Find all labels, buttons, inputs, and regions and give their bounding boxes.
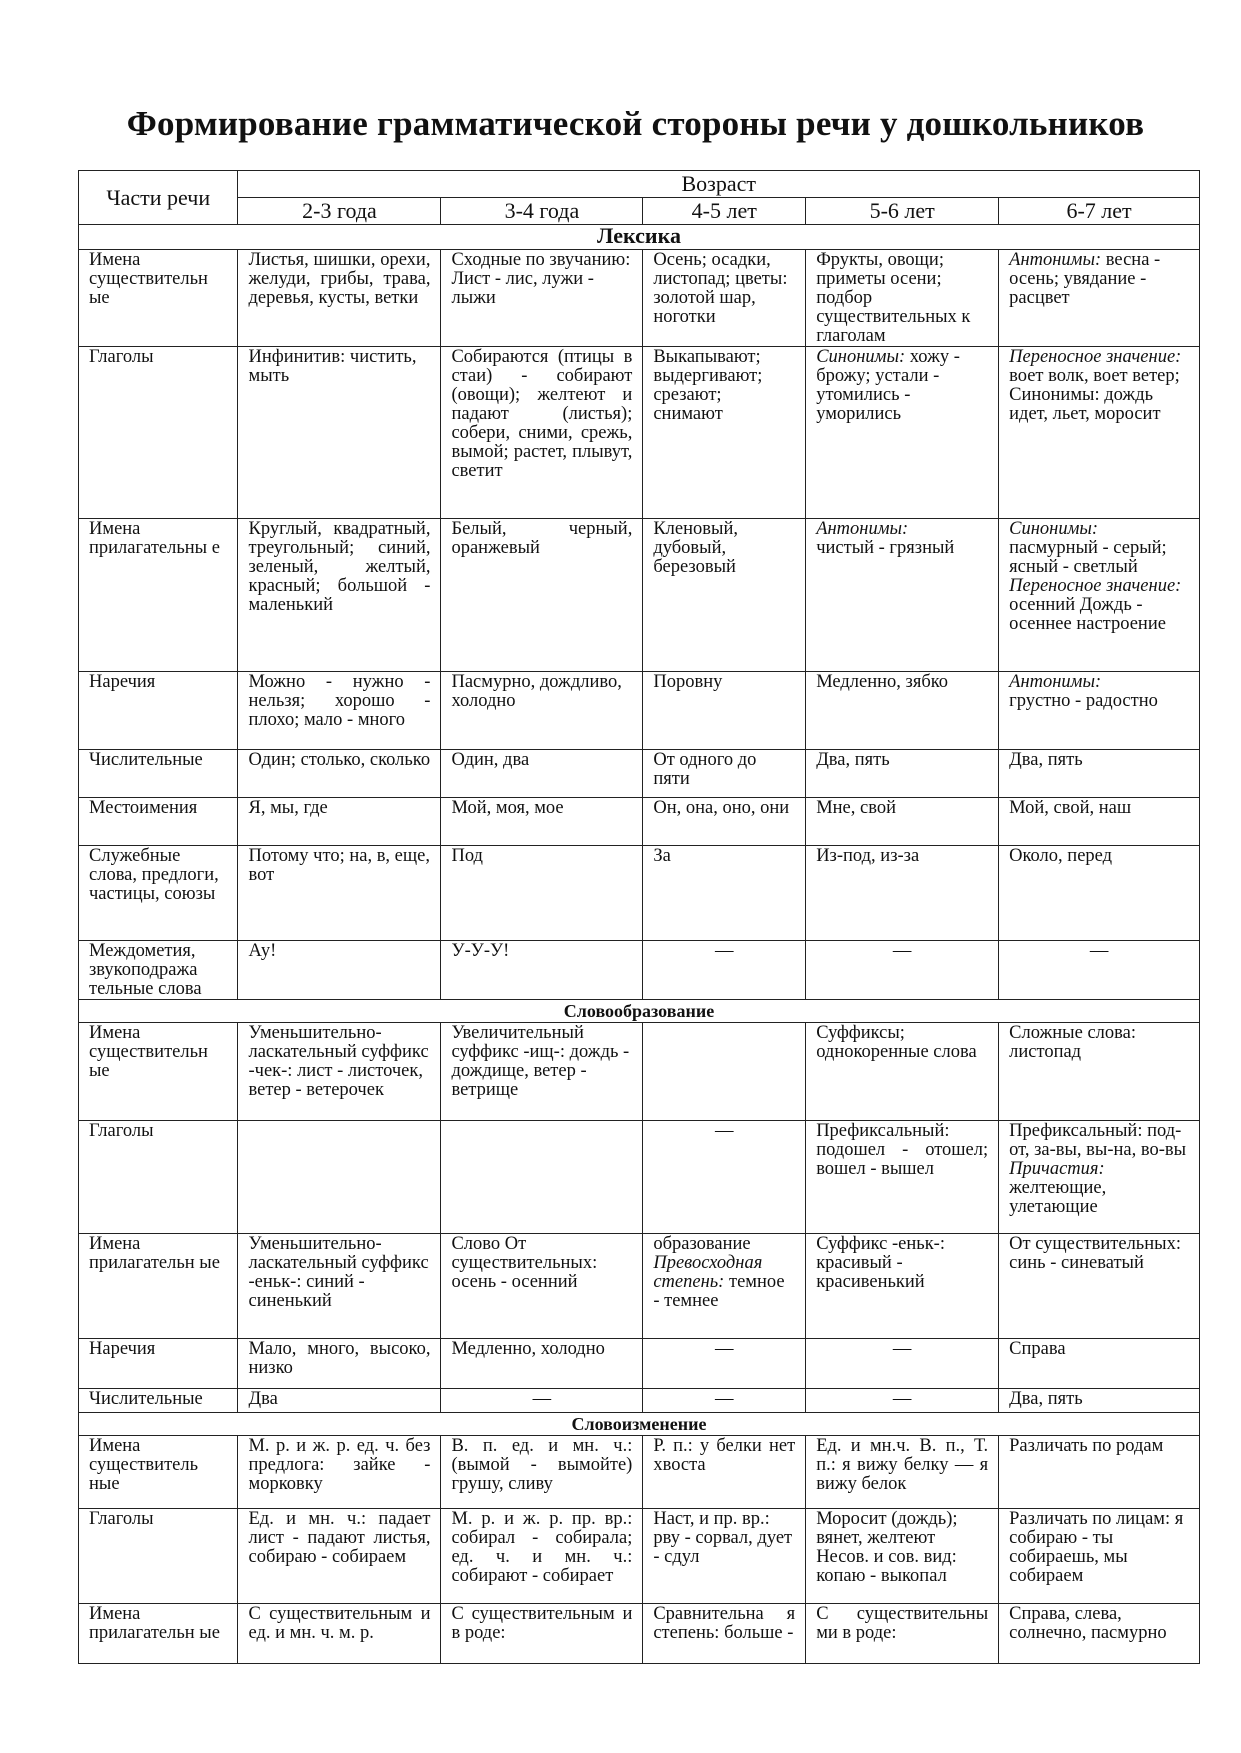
cell: Слово От существительных: осень - осенний — [441, 1234, 643, 1339]
table-row — [79, 519, 1200, 672]
cell: Можно - нужно - нельзя; хорошо - плохо; мало - много — [238, 672, 441, 750]
term-label: Синонимы: — [816, 347, 906, 367]
cell: Два, пять — [806, 750, 999, 798]
row-label: Глаголы — [79, 1509, 238, 1604]
cell: Сложные слова: листопад — [999, 1023, 1200, 1121]
section-slovoizmenenie: Словоизменение — [79, 1413, 1200, 1436]
cell — [999, 1121, 1200, 1234]
cell-text: пасмурный - серый; ясный - светлый — [1009, 538, 1167, 577]
section-slovoobrazovanie: Словообразование — [79, 1000, 1200, 1023]
cell: Мне, свой — [806, 798, 999, 846]
cell: Суффикс -еньк-: красивый - красивенький — [806, 1234, 999, 1339]
cell: Пасмурно, дождливо, холодно — [441, 672, 643, 750]
cell: Один; столько, сколько — [238, 750, 441, 798]
row-label: Междометия, звукоподража тельные слова — [79, 941, 238, 1000]
cell-text: образование — [653, 1234, 751, 1254]
cell: Белый, черный, оранжевый — [441, 519, 643, 672]
cell: Два — [238, 1389, 441, 1413]
table-row — [79, 798, 1200, 846]
row-label: Имена прилагательн ые — [79, 1234, 238, 1339]
cell-text: весна - осень; увядание - расцвет — [1009, 250, 1161, 308]
row-label: Числительные — [79, 750, 238, 798]
cell: Сравнительна я степень: больше - — [643, 1604, 806, 1664]
cell: Около, перед — [999, 846, 1200, 941]
row-label: Имена существитель ные — [79, 1436, 238, 1509]
table-row — [79, 672, 1200, 750]
cell: Медленно, холодно — [441, 1339, 643, 1389]
cell: Фрукты, овощи; приметы осени; подбор существительных к глаголам — [806, 250, 999, 347]
cell-text: чистый - грязный — [816, 538, 955, 558]
cell: С существительны ми в роде: — [806, 1604, 999, 1664]
cell: Уменьшительно-ласкательный суффикс -еньк-: синий - синенький — [238, 1234, 441, 1339]
cell: Два, пять — [999, 1389, 1200, 1413]
cell: М. р. и ж. р. ед. ч. без предлога: зайке - морковку — [238, 1436, 441, 1509]
term-label: Антонимы: — [816, 519, 909, 539]
cell: Инфинитив: чистить, мыть — [238, 347, 441, 519]
row-label: Служебные слова, предлоги, частицы, союзы — [79, 846, 238, 941]
cell: Поровну — [643, 672, 806, 750]
cell: От одного до пяти — [643, 750, 806, 798]
cell-text: грустно - радостно — [1009, 691, 1158, 711]
cell: Мой, свой, наш — [999, 798, 1200, 846]
table-row — [79, 846, 1200, 941]
table-row — [79, 1234, 1200, 1339]
cell: С существительным и ед. и мн. ч. м. р. — [238, 1604, 441, 1664]
row-label: Глаголы — [79, 347, 238, 519]
cell — [999, 250, 1200, 347]
cell: Р. п.: у белки нет хвоста — [643, 1436, 806, 1509]
cell: — — [999, 941, 1200, 1000]
row-label: Наречия — [79, 1339, 238, 1389]
cell: Уменьшительно-ласкательный суффикс -чек-: лист - листочек, ветер - ветерочек — [238, 1023, 441, 1121]
table-row — [79, 1509, 1200, 1604]
cell: Увеличительный суффикс -ищ-: дождь - дождище, ветер - ветрище — [441, 1023, 643, 1121]
cell-text: воет волк, воет ветер; Синонимы: дождь идет, льет, моросит — [1009, 366, 1180, 424]
cell-text: осенний Дождь - осеннее настроение — [1009, 595, 1166, 634]
cell: Два, пять — [999, 750, 1200, 798]
cell: Мой, моя, мое — [441, 798, 643, 846]
cell: Различать по лицам: я собираю - ты собираешь, мы собираем — [999, 1509, 1200, 1604]
table-row — [79, 347, 1200, 519]
cell: Префиксальный: подошел - отошел; вошел - вышел — [806, 1121, 999, 1234]
header-age-2-3: 2-3 года — [238, 198, 441, 225]
cell: Ед. и мн. ч.: падает лист - падают листья, собираю - собираем — [238, 1509, 441, 1604]
cell: Потому что; на, в, еще, вот — [238, 846, 441, 941]
term-label: Причастия: — [1009, 1159, 1105, 1179]
cell: Справа — [999, 1339, 1200, 1389]
row-label: Имена прилагательн ые — [79, 1604, 238, 1664]
row-label: Имена существительн ые — [79, 1023, 238, 1121]
cell: Медленно, зябко — [806, 672, 999, 750]
cell — [999, 672, 1200, 750]
cell: За — [643, 846, 806, 941]
cell-text: Префиксальный: под-от, за-вы, вы-на, во-вы — [1009, 1121, 1187, 1160]
cell: В. п. ед. и мн. ч.: (вымой - вымойте) грушу, сливу — [441, 1436, 643, 1509]
header-age-6-7: 6-7 лет — [999, 198, 1200, 225]
grammar-table — [78, 170, 1200, 1664]
cell — [999, 347, 1200, 519]
cell — [806, 519, 999, 672]
cell: Наст, и пр. вр.: рву - сорвал, дует - сдул — [643, 1509, 806, 1604]
cell: Справа, слева, солнечно, пасмурно — [999, 1604, 1200, 1664]
header-age-5-6: 5-6 лет — [806, 198, 999, 225]
cell — [999, 519, 1200, 672]
table-row — [79, 1121, 1200, 1234]
table-row — [79, 750, 1200, 798]
cell: Под — [441, 846, 643, 941]
cell: У-У-У! — [441, 941, 643, 1000]
cell: Мало, много, высоко, низко — [238, 1339, 441, 1389]
cell: Один, два — [441, 750, 643, 798]
cell: — — [643, 1121, 806, 1234]
cell — [238, 1121, 441, 1234]
cell: — — [441, 1389, 643, 1413]
row-label: Числительные — [79, 1389, 238, 1413]
row-label: Местоимения — [79, 798, 238, 846]
table-row — [79, 1339, 1200, 1389]
row-label: Имена прилагательны е — [79, 519, 238, 672]
cell: — — [643, 941, 806, 1000]
table-row — [79, 1023, 1200, 1121]
row-label: Имена существительн ые — [79, 250, 238, 347]
cell-text: темное - темнее — [653, 1272, 785, 1311]
cell — [643, 1234, 806, 1339]
header-parts-of-speech: Части речи — [79, 171, 238, 225]
cell: — — [806, 1339, 999, 1389]
cell: Ау! — [238, 941, 441, 1000]
cell: С существительным и в роде: — [441, 1604, 643, 1664]
cell: — — [806, 941, 999, 1000]
cell — [643, 1023, 806, 1121]
table-row — [79, 250, 1200, 347]
section-leksika: Лексика — [79, 225, 1200, 250]
cell: Из-под, из-за — [806, 846, 999, 941]
cell: Ед. и мн.ч. В. п., Т. п.: я вижу белку — я вижу белок — [806, 1436, 999, 1509]
cell-text: желтеющие, улетающие — [1009, 1178, 1107, 1217]
table-row — [79, 1604, 1200, 1664]
header-age: Возраст — [238, 171, 1200, 198]
header-age-3-4: 3-4 года — [441, 198, 643, 225]
cell: — — [643, 1339, 806, 1389]
table-row — [79, 1436, 1200, 1509]
cell: Я, мы, где — [238, 798, 441, 846]
table-row — [79, 1389, 1200, 1413]
cell: Суффиксы; однокоренные слова — [806, 1023, 999, 1121]
cell: Моросит (дождь); вянет, желтеют Несов. и сов. вид: копаю - выкопал — [806, 1509, 999, 1604]
cell — [441, 1121, 643, 1234]
cell-text: хожу - брожу; устали - утомились - уморились — [816, 347, 960, 424]
term-label: Антонимы: — [1009, 672, 1102, 692]
cell: Кленовый, дубовый, березовый — [643, 519, 806, 672]
cell: — — [643, 1389, 806, 1413]
cell: Различать по родам — [999, 1436, 1200, 1509]
table-row — [79, 941, 1200, 1000]
cell: Круглый, квадратный, треугольный; синий, зеленый, желтый, красный; большой - маленький — [238, 519, 441, 672]
row-label: Наречия — [79, 672, 238, 750]
term-label: Переносное значение: — [1009, 347, 1182, 367]
term-label: Превосходная степень: — [653, 1253, 763, 1292]
cell: Сходные по звучанию: Лист - лис, лужи - лыжи — [441, 250, 643, 347]
term-label: Антонимы: — [1009, 250, 1102, 270]
page-title: Формирование грамматической стороны речи у дошкольников — [126, 104, 1145, 143]
cell: Собираются (птицы в стаи) - собирают (овощи); желтеют и падают (листья); собери, сними, срежь, вымой; растет, плывут, светит — [441, 347, 643, 519]
header-age-4-5: 4-5 лет — [643, 198, 806, 225]
cell: Листья, шишки, орехи, желуди, грибы, трава, деревья, кусты, ветки — [238, 250, 441, 347]
cell: — — [806, 1389, 999, 1413]
cell: Осень; осадки, листопад; цветы: золотой шар, ноготки — [643, 250, 806, 347]
cell — [806, 347, 999, 519]
row-label: Глаголы — [79, 1121, 238, 1234]
cell: От существительных: синь - синеватый — [999, 1234, 1200, 1339]
cell: М. р. и ж. р. пр. вр.: собирал - собирала; ед. ч. и мн. ч.: собирают - собирает — [441, 1509, 643, 1604]
cell: Он, она, оно, они — [643, 798, 806, 846]
term-label: Переносное значение: — [1009, 576, 1182, 596]
term-label: Синонимы: — [1009, 519, 1099, 539]
cell: Выкапывают; выдергивают; срезают; снимают — [643, 347, 806, 519]
